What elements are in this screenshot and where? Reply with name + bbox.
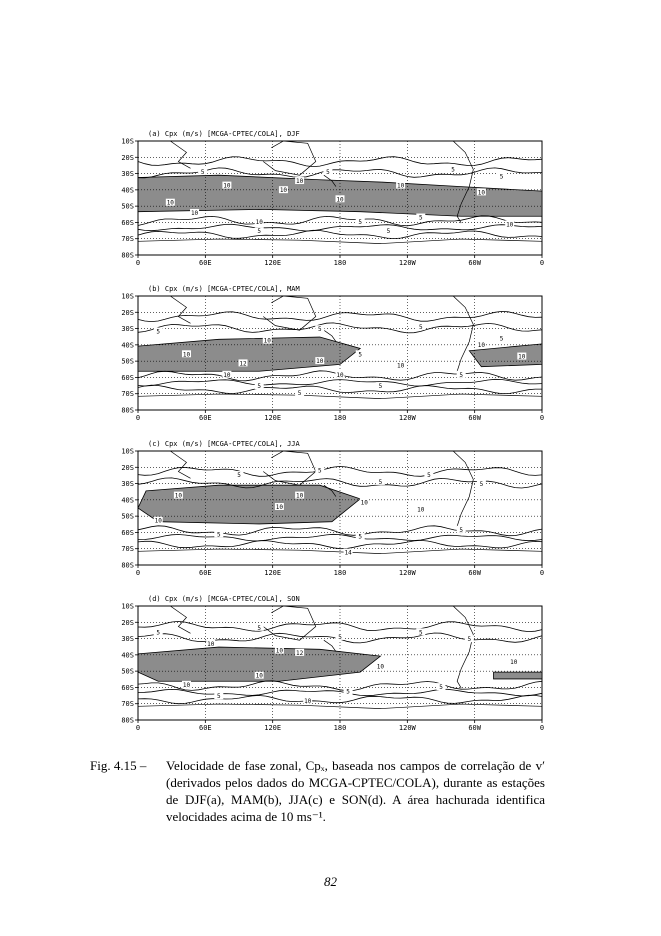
contour-label: 10	[223, 371, 231, 379]
contour-label: 5	[200, 168, 205, 176]
y-tick-label: 40S	[121, 496, 134, 505]
contour-label: 5	[358, 533, 363, 541]
contour-label: 10	[190, 209, 199, 217]
y-tick-label: 70S	[121, 545, 134, 554]
y-tick-label: 30S	[121, 325, 134, 334]
x-tick-label: 0	[539, 414, 545, 422]
contour-label: 5	[317, 467, 322, 475]
y-tick-label: 60S	[121, 683, 134, 692]
x-tick-label: 120E	[264, 569, 282, 577]
contour-label: 5	[358, 219, 363, 227]
contour-label: 5	[338, 633, 342, 641]
y-tick-label: 80S	[121, 561, 134, 570]
x-tick-label: 180	[333, 259, 347, 267]
contour-label: 5	[386, 228, 391, 236]
y-tick-label: 10S	[121, 292, 134, 301]
x-tick-label: 120E	[264, 724, 282, 732]
x-tick-label: 60W	[468, 569, 481, 577]
x-tick-label: 60E	[199, 414, 212, 422]
x-tick-label: 120W	[398, 724, 416, 732]
contour-label: 10	[376, 663, 385, 671]
y-tick-label: 50S	[121, 512, 134, 521]
contour-label: 10	[275, 504, 284, 511]
x-tick-label: 0	[135, 569, 141, 577]
x-tick-label: 120E	[264, 414, 282, 422]
x-tick-label: 120E	[264, 259, 282, 267]
panel-a	[0, 127, 661, 277]
contour-label: 5	[378, 478, 383, 486]
y-tick-label: 10S	[121, 602, 134, 611]
y-tick-label: 60S	[121, 528, 134, 537]
contour-label: 10	[304, 697, 312, 705]
y-tick-label: 10S	[121, 447, 134, 456]
x-tick-label: 0	[539, 724, 545, 732]
contour-label: 10	[223, 182, 231, 190]
y-tick-label: 60S	[121, 373, 134, 382]
x-tick-label: 60E	[199, 259, 212, 267]
contour-label: 5	[317, 326, 322, 334]
figure-label: Fig. 4.15 –	[90, 758, 147, 773]
contour-label: 5	[216, 531, 221, 539]
contour-label: 10	[182, 351, 191, 359]
contour-label: 10	[255, 219, 263, 227]
x-tick-label: 60W	[468, 724, 481, 732]
contour-label: 10	[154, 517, 162, 525]
x-tick-label: 120W	[398, 414, 416, 422]
contour-label: 5	[326, 168, 330, 176]
contour-label: 5	[499, 173, 504, 181]
panel-title: (c) Cpx (m/s) [MCGA-CPTEC/COLA], JJA	[148, 440, 300, 448]
panel-title: (d) Cpx (m/s) [MCGA-CPTEC/COLA], SON	[148, 595, 300, 603]
shaded-region	[494, 672, 542, 679]
panel-title: (a) Cpx (m/s) [MCGA-CPTEC/COLA], DJF	[148, 130, 300, 138]
y-tick-label: 50S	[121, 202, 134, 211]
contour-label: 5	[378, 383, 383, 391]
x-tick-label: 0	[539, 569, 545, 577]
contour-label: 5	[439, 684, 443, 692]
contour-label: 5	[451, 166, 455, 174]
y-tick-label: 60S	[121, 218, 134, 227]
contour-label: 5	[346, 688, 350, 696]
contour-label: 5	[459, 526, 464, 534]
y-tick-label: 20S	[121, 308, 134, 317]
x-tick-label: 60E	[199, 569, 212, 577]
y-tick-label: 30S	[121, 635, 134, 644]
contour-label: 5	[156, 629, 161, 637]
x-tick-label: 120W	[398, 259, 416, 267]
contour-label: 10	[255, 672, 263, 680]
y-tick-label: 80S	[121, 251, 134, 260]
figure-caption-text: Velocidade de fase zonal, Cpₓ, baseada nos campos de correlação de v′ (derivados pelos dados do MCGA-CPTEC/COLA), durante as estações de DJF(a), MAM(b), JJA(c) e SON(d). A área hachurada identifica velocidades acima de 10 ms⁻¹.	[166, 758, 545, 824]
contour-label: 10	[510, 659, 518, 666]
x-tick-label: 0	[135, 414, 141, 422]
contour-label: 10	[166, 199, 174, 207]
contour-label: 10	[336, 371, 344, 379]
contour-label: 5	[479, 481, 484, 489]
contour-label: 10	[360, 499, 368, 507]
y-tick-label: 40S	[121, 651, 134, 660]
x-tick-label: 180	[333, 569, 347, 577]
contour-label: 5	[418, 629, 423, 637]
contour-label: 10	[396, 182, 405, 190]
y-tick-label: 50S	[121, 667, 134, 676]
x-tick-label: 60E	[199, 724, 212, 732]
contour-label: 5	[237, 472, 241, 480]
x-tick-label: 180	[333, 724, 347, 732]
x-tick-label: 60W	[468, 259, 481, 267]
x-tick-label: 0	[135, 259, 141, 267]
x-tick-label: 0	[135, 724, 141, 732]
contour-label: 10	[477, 342, 486, 350]
contour-label: 5	[156, 328, 161, 336]
y-tick-label: 40S	[121, 341, 134, 350]
contour-label: 10	[182, 681, 191, 689]
contour-label: 10	[295, 178, 304, 186]
contour-label: 10	[396, 362, 405, 370]
contour-label: 5	[459, 371, 464, 379]
panel-title: (b) Cpx (m/s) [MCGA-CPTEC/COLA], MAM	[148, 285, 300, 293]
contour-label: 10	[275, 647, 284, 655]
contour-label: 10	[263, 337, 271, 345]
contour-label: 5	[467, 636, 472, 644]
contour-label: 5	[418, 214, 423, 222]
y-tick-label: 70S	[121, 700, 134, 709]
contour-label: 5	[358, 351, 363, 359]
contour-label: 5	[216, 693, 221, 701]
y-tick-label: 20S	[121, 618, 134, 627]
contour-label: 10	[336, 196, 344, 204]
y-tick-label: 70S	[121, 390, 134, 399]
contour-label: 10	[295, 492, 304, 500]
x-tick-label: 180	[333, 414, 347, 422]
contour-label: 12	[295, 649, 304, 657]
contour-label: 10	[417, 506, 425, 514]
contour-label: 10	[207, 640, 215, 648]
y-tick-label: 80S	[121, 406, 134, 415]
page-number: 82	[324, 874, 337, 889]
y-tick-label: 10S	[121, 137, 134, 146]
x-tick-label: 0	[539, 259, 545, 267]
contour-label: 5	[297, 390, 302, 398]
x-tick-label: 60W	[468, 414, 481, 422]
y-tick-label: 40S	[121, 186, 134, 195]
contour-label: 10	[518, 353, 526, 361]
y-tick-label: 50S	[121, 357, 134, 366]
contour-label: 5	[418, 323, 423, 331]
contour-label: 5	[257, 624, 262, 632]
contour-label: 12	[239, 360, 247, 368]
panel-b	[0, 282, 661, 432]
y-tick-label: 70S	[121, 235, 134, 244]
contour-label: 5	[257, 228, 262, 236]
contour-label: 5	[427, 472, 431, 480]
contour-label: 10	[279, 187, 288, 195]
contour-label: 5	[499, 335, 504, 343]
y-tick-label: 30S	[121, 170, 134, 179]
y-tick-label: 30S	[121, 480, 134, 489]
contour-label: 10	[316, 358, 324, 366]
contour-label: 5	[257, 383, 262, 391]
y-tick-label: 20S	[121, 463, 134, 472]
y-tick-label: 80S	[121, 716, 134, 725]
x-tick-label: 120W	[398, 569, 416, 577]
contour-label: 10	[506, 221, 514, 229]
contour-label: 10	[174, 492, 183, 500]
shaded-region	[138, 485, 360, 524]
contour-label: 14	[344, 549, 352, 557]
y-tick-label: 20S	[121, 153, 134, 162]
panel-d	[0, 592, 661, 742]
contour-label: 10	[477, 189, 486, 197]
panel-c	[0, 437, 661, 587]
